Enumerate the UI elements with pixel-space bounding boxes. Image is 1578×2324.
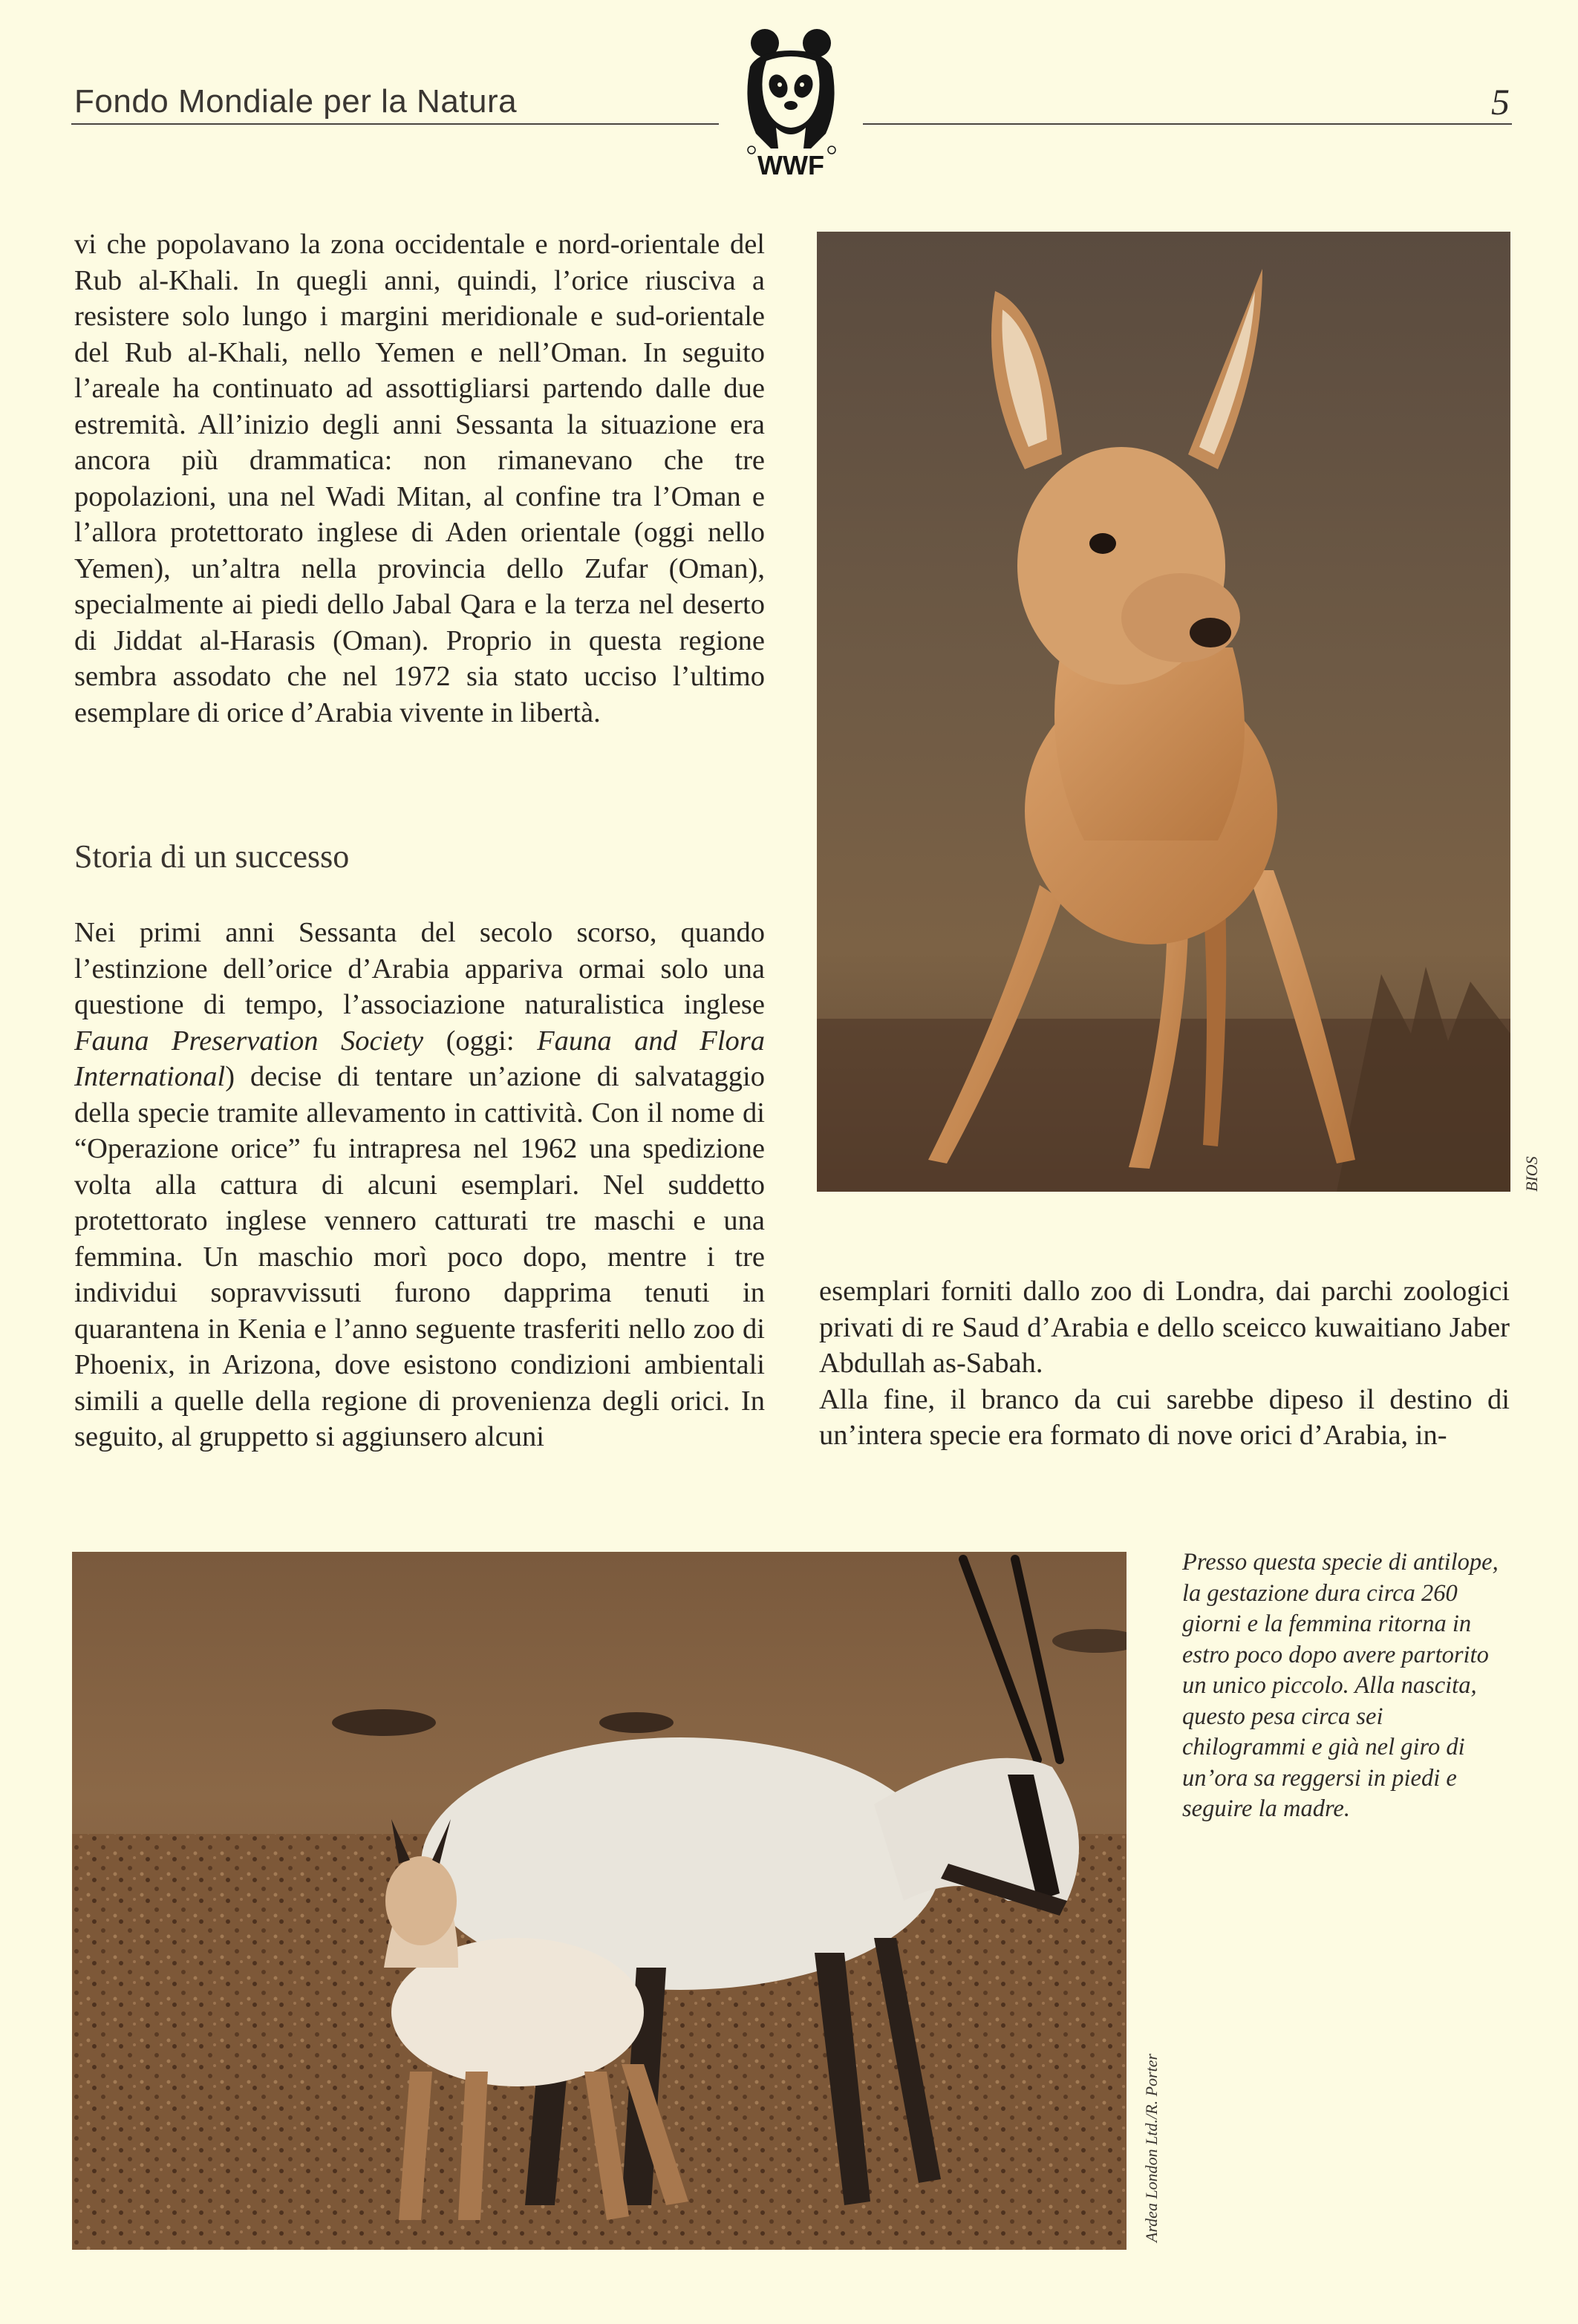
body-text-left-bottom	[74, 915, 765, 1464]
body-text-left-top	[74, 226, 765, 776]
photo-oryx-adult-with-calf	[72, 1552, 1127, 2250]
paragraph: vi che popolavano la zona occidentale e nord-orientale del Rub al-Khali. In quegli anni, quindi, l’orice riusciva a resistere solo lungo i margini meridionale e sud-orientale del Rub al-Khali, nello Yemen e nell’Oman. In seguito l’areale ha continuato ad assottigliarsi partendo dalle due estremità. All’inizio degli anni Sessanta la situazione era ancora più drammatica: non rimanevano che tre popolazioni, una nel Wadi Mitan, al confine tra l’Oman e l’allora protettorato inglese di Aden orientale (oggi nello Yemen), un’altra nella provincia dello Zufar (Oman), specialmente ai piedi dello Jabal Qara e la terza nel deserto di Jiddat al-Harasis (Oman). Proprio in questa regione sembra assodato che nel 1972 sia stato ucciso l’ultimo esemplare di orice d’Arabia vivente in libertà.	[74, 229, 765, 728]
header-rule-left	[71, 123, 719, 125]
wwf-panda-logo	[735, 22, 847, 178]
wwf-logo-text: WWF	[757, 150, 824, 178]
header-rule-right	[863, 123, 1512, 125]
page-number: 5	[1491, 81, 1510, 123]
paragraph: Alla fine, il branco da cui sarebbe dipeso il destino di un’intera specie era formato di nove orici d’Arabia, in-	[819, 1383, 1510, 1451]
photo-caption: Presso questa specie di antilope, la gestazione dura circa 260 giorni e la femmina ritorna in estro poco dopo avere partorito un unico piccolo. Alla nascita, questo pesa circa sei chilogrammi e già nel giro di un’ora sa reggersi in piedi e seguire la madre.	[1182, 1549, 1499, 1822]
paragraph: esemplari forniti dallo zoo di Londra, dai parchi zoologici privati di re Saud d’Arabia e dello sceicco kuwaitiano Jaber Abdullah as-Sabah.	[819, 1276, 1510, 1379]
header-title: Fondo Mondiale per la Natura	[74, 83, 518, 120]
paragraph: Nei primi anni Sessanta del secolo scorso, quando l’estinzione dell’orice d’Arabia appariva ormai solo una questione di tempo, l’associazione naturalistica inglese Fauna Preservation Society (oggi: Fauna and Flora International) decise di tentare un’azione di salvataggio della specie tramite allevamento in cattività. Con il nome di “Operazione orice” fu intrapresa nel 1962 una spedizione volta alla cattura di alcuni esemplari. Nel suddetto protettorato inglese vennero catturati tre maschi e una femmina. Un maschio morì poco dopo, mentre i tre individui sopravvissuti furono dapprima tenuti in quarantena in Kenia e l’anno seguente trasferiti nello zoo di Phoenix, in Arizona, dove esistono condizioni ambientali simili a quelle della regione di provenienza degli orici. In seguito, al gruppetto si aggiunsero alcuni	[74, 917, 766, 1452]
photo-credit-bottom: Ardea London Ltd./R. Porter	[1142, 2053, 1161, 2242]
photo-credit-top: BIOS	[1522, 1156, 1541, 1192]
body-text-right	[819, 1273, 1510, 1466]
photo-oryx-calf	[817, 232, 1510, 1192]
section-heading: Storia di un successo	[74, 838, 350, 875]
